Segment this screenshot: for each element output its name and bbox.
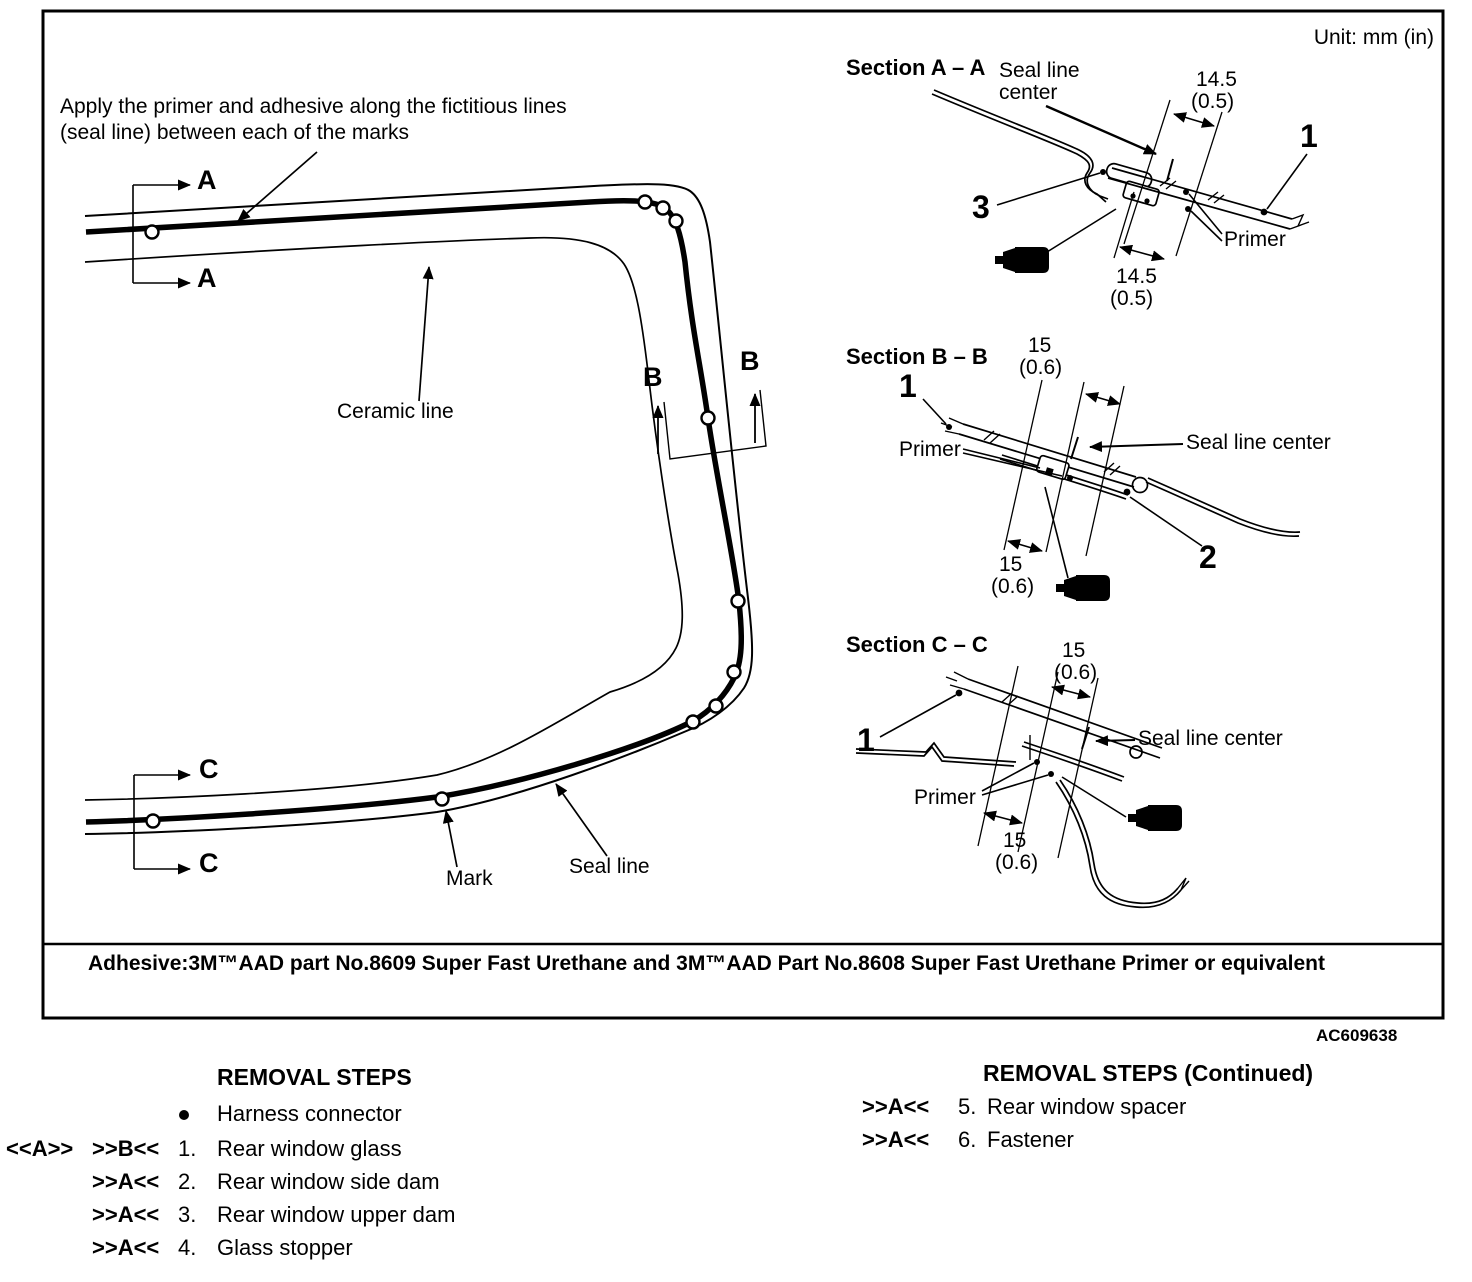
- cut-label-b-left: B: [643, 362, 663, 392]
- callout-2-leader: [1130, 497, 1202, 546]
- step-number: 2.: [178, 1169, 197, 1194]
- callout-3-label: 3: [972, 189, 990, 225]
- glass-section: [941, 418, 1136, 487]
- seal-center-leader: [1090, 444, 1183, 447]
- callout-3-leader: [997, 173, 1100, 205]
- section-b-view: [923, 380, 1300, 601]
- adhesive-tube-shape: [1128, 805, 1182, 831]
- body-panel-line: [1146, 482, 1299, 536]
- seal-center-tick: [1071, 437, 1078, 459]
- leader-dot: [946, 424, 952, 430]
- adhesive-tube-icon: [1128, 805, 1182, 831]
- glass-top-face: [968, 679, 1162, 748]
- seal-mark-circle: [687, 716, 700, 729]
- dim-arrow-bottom: [1008, 541, 1042, 551]
- adhesive-tube-icon: [995, 247, 1049, 273]
- harness-bullet: [179, 1110, 189, 1120]
- primer-leader: [963, 449, 1040, 468]
- primer-point-dot: [1183, 189, 1189, 195]
- seal-center-tick: [1167, 159, 1173, 181]
- seal-mark-circle: [670, 215, 683, 228]
- body-panel-line: [1060, 780, 1178, 903]
- seal-mark-circle: [732, 595, 745, 608]
- adhesive-tube-leader: [1045, 487, 1068, 578]
- primer-dot: [1144, 198, 1149, 203]
- dim-c-bottom-mm: 15: [1003, 829, 1027, 852]
- step-number: 4.: [178, 1235, 197, 1260]
- figure-code: AC609638: [1316, 1026, 1398, 1045]
- step-number: 1.: [178, 1136, 197, 1161]
- mark-leader-arrow: [446, 811, 457, 867]
- callout-1-leader: [923, 399, 946, 424]
- adhesive-tube-icon: [1056, 575, 1110, 601]
- step-marker: <<A>>: [6, 1136, 74, 1161]
- adhesive-tube-leader: [1047, 209, 1116, 252]
- cut-label-a-top: A: [197, 165, 217, 195]
- primer-point-dot: [1185, 206, 1191, 212]
- callout-1-label: 1: [1300, 118, 1318, 154]
- dim-b-top-mm: 15: [1028, 334, 1052, 357]
- seal-line-leader-arrow: [556, 784, 607, 856]
- glass-break-symbol: [1290, 215, 1309, 229]
- callout-1-leader: [880, 695, 956, 737]
- section-a-title: Section A – A: [846, 55, 986, 80]
- seal-mark-circle: [147, 815, 160, 828]
- roof-panel-line: [932, 94, 1106, 202]
- seal-center-label-c: Seal line center: [1138, 727, 1283, 750]
- mark-circle: [436, 793, 449, 806]
- rear-window-view: [85, 152, 766, 869]
- adhesive-note: Adhesive:3M™AAD part No.8609 Super Fast Urethane and 3M™AAD Part No.8608 Super Fast Urethane Primer or equivalent: [88, 952, 1326, 975]
- glass-section: [946, 672, 1162, 758]
- step-number: 6.: [958, 1127, 977, 1152]
- figure-frame: [43, 11, 1443, 1018]
- callout-1-label: 1: [899, 368, 917, 404]
- removal-step-label: Rear window side dam: [217, 1169, 440, 1194]
- primer-point-dot: [1034, 759, 1040, 765]
- step-marker: >>A<<: [862, 1127, 930, 1152]
- apply-note-line1: Apply the primer and adhesive along the fictitious lines: [60, 95, 567, 118]
- step-number: 5.: [958, 1094, 977, 1119]
- section-c-title: Section C – C: [846, 632, 988, 657]
- seal-mark-circles: [146, 196, 745, 828]
- step-number: 3.: [178, 1202, 197, 1227]
- removal-step-label: Glass stopper: [217, 1235, 353, 1260]
- plan-view-leaders: [238, 152, 607, 867]
- cut-label-a-bottom: A: [197, 263, 217, 293]
- dim-c-top-mm: 15: [1062, 639, 1086, 662]
- dim-a-top-mm: 14.5: [1196, 68, 1237, 91]
- adhesive-bead-section: [1122, 181, 1159, 207]
- panel-break-symbol: [1178, 878, 1189, 890]
- primer-label-c: Primer: [914, 786, 976, 809]
- step-marker: >>B<<: [92, 1136, 160, 1161]
- dim-arrow-top: [1174, 114, 1214, 126]
- note-leader-arrow: [238, 152, 317, 221]
- seal-mark-circle: [728, 666, 741, 679]
- seal-line-path: [86, 201, 741, 822]
- leader-dot: [956, 690, 963, 697]
- seal-center-label-a2: center: [999, 81, 1058, 104]
- primer-point-dot: [1048, 771, 1054, 777]
- dim-arrow-bottom: [1120, 247, 1164, 259]
- ceramic-line-path: [85, 238, 682, 800]
- seal-line-label: Seal line: [569, 855, 650, 878]
- step-marker: >>A<<: [862, 1094, 930, 1119]
- glass-bottom-face: [964, 689, 1160, 758]
- seal-mark-circle: [702, 412, 715, 425]
- leader-dot: [1124, 489, 1131, 496]
- section-a-cut-bracket: [133, 185, 190, 283]
- step-marker: >>A<<: [92, 1202, 160, 1227]
- seal-center-label-a1: Seal line: [999, 59, 1080, 82]
- ceramic-line-leader-arrow: [419, 267, 429, 401]
- dim-b-bottom-mm: 15: [999, 553, 1023, 576]
- removal-steps-title: REMOVAL STEPS: [217, 1064, 412, 1090]
- dim-arrow-top: [1052, 687, 1090, 697]
- callout-2-label: 2: [1199, 539, 1217, 575]
- adhesive-tube-shape: [1056, 575, 1110, 601]
- dim-b-top-in: (0.6): [1019, 356, 1063, 379]
- cut-label-c-top: C: [199, 754, 219, 784]
- primer-dot: [1067, 475, 1073, 481]
- callout-1-leader: [1267, 154, 1307, 209]
- dim-a-top-in: (0.5): [1191, 90, 1235, 113]
- seal-center-label-b: Seal line center: [1186, 431, 1331, 454]
- callout-1-label: 1: [857, 722, 875, 758]
- seal-mark-circle: [710, 700, 723, 713]
- body-panel-line: [1056, 782, 1181, 907]
- apply-note: [60, 94, 567, 146]
- seal-mark-circle: [639, 196, 652, 209]
- dim-a-bottom-mm: 14.5: [1116, 265, 1157, 288]
- glass-break-symbol: [946, 672, 968, 689]
- section-b-title: Section B – B: [846, 344, 988, 369]
- ceramic-line-label: Ceramic line: [337, 400, 454, 423]
- step-marker: >>A<<: [92, 1169, 160, 1194]
- dim-b-bottom-in: (0.6): [991, 575, 1035, 598]
- seal-center-leader: [1096, 740, 1135, 741]
- removal-step-label: Rear window upper dam: [217, 1202, 456, 1227]
- cut-label-c-bottom: C: [199, 848, 219, 878]
- dim-c-top-in: (0.6): [1054, 661, 1098, 684]
- frame-border: [43, 11, 1443, 1018]
- removal-step-label: Fastener: [987, 1127, 1074, 1152]
- removal-step-label: Rear window glass: [217, 1136, 402, 1161]
- step-marker: >>A<<: [92, 1235, 160, 1260]
- adhesive-tube-shape: [995, 247, 1049, 273]
- removal-step-label: Harness connector: [217, 1101, 402, 1126]
- dim-arrow-top: [1086, 394, 1120, 404]
- cut-label-b-right: B: [740, 346, 760, 376]
- unit-label: Unit: mm (in): [1313, 26, 1434, 49]
- removal-step-label: Rear window spacer: [987, 1094, 1187, 1119]
- flange-bulb: [1133, 478, 1148, 493]
- extension-line: [1058, 678, 1098, 858]
- primer-label-a: Primer: [1224, 228, 1286, 251]
- seal-mark-circle: [657, 202, 670, 215]
- removal-steps-continued-title: REMOVAL STEPS (Continued): [983, 1060, 1314, 1086]
- dim-a-bottom-in: (0.5): [1110, 287, 1154, 310]
- dim-arrow-bottom: [984, 813, 1022, 823]
- primer-label-b: Primer: [899, 438, 961, 461]
- apply-note-line2: (seal line) between each of the marks: [60, 121, 410, 144]
- glass-break-symbol: [941, 418, 963, 434]
- leader-dot: [1100, 169, 1106, 175]
- extension-line: [978, 666, 1018, 846]
- seal-mark-circle: [146, 226, 159, 239]
- dim-c-bottom-in: (0.6): [995, 851, 1039, 874]
- mark-label: Mark: [446, 867, 493, 890]
- leader-dot: [1261, 209, 1268, 216]
